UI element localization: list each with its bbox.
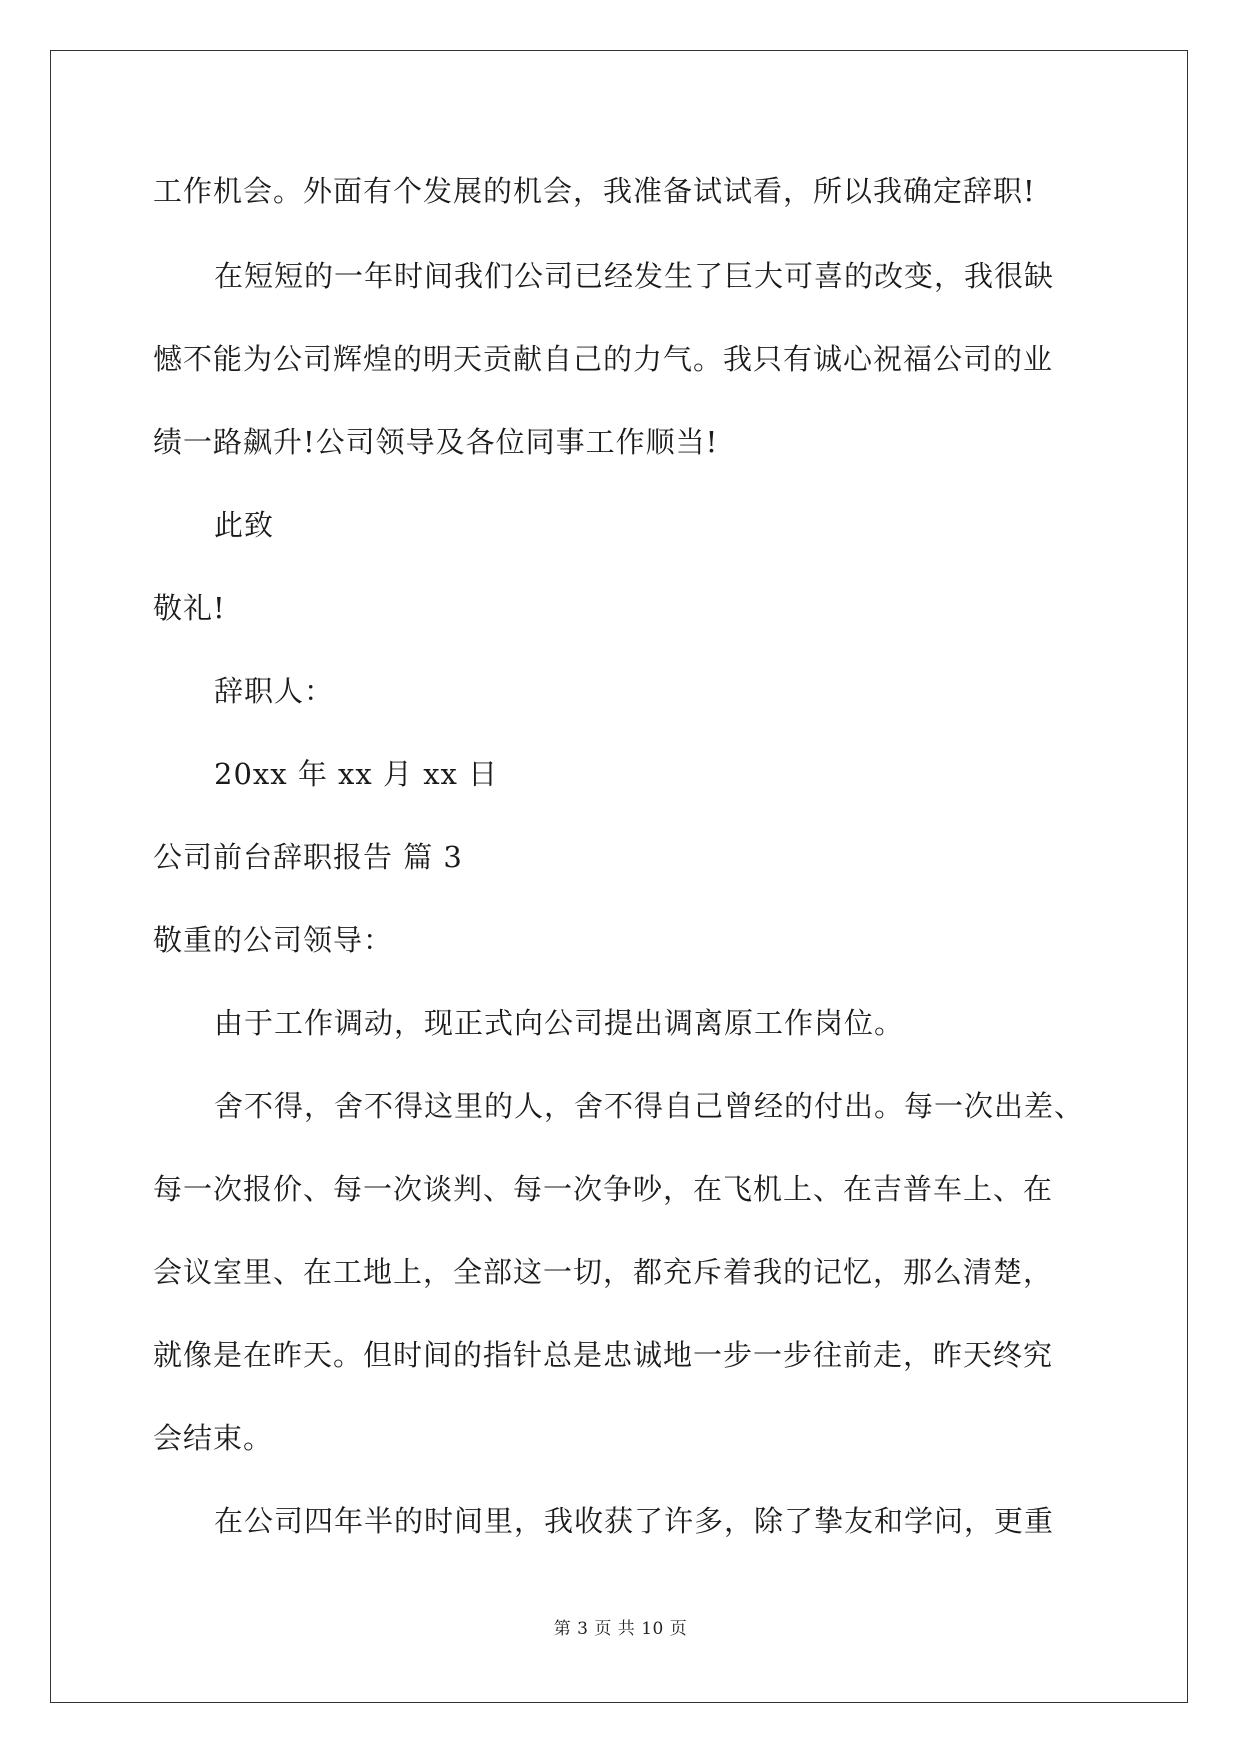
closing-phrase: 此致 (214, 508, 275, 542)
page-number-footer: 第 3 页 共 10 页 (553, 1619, 688, 1639)
greeting: 敬重的公司领导： (153, 923, 394, 957)
text-line: 工作机会。外面有个发展的机会，我准备试试看，所以我确定辞职! (153, 174, 1036, 208)
text-line: 舍不得，舍不得这里的人，舍不得自己曾经的付出。每一次出差、 (214, 1089, 1085, 1123)
text-line: 会结束。 (153, 1421, 274, 1455)
signature-label: 辞职人： (214, 674, 335, 708)
text-line: 憾不能为公司辉煌的明天贡献自己的力气。我只有诚心祝福公司的业 (153, 342, 1054, 376)
text-line: 由于工作调动，现正式向公司提出调离原工作岗位。 (214, 1006, 905, 1040)
text-line: 在短短的一年时间我们公司已经发生了巨大可喜的改变，我很缺 (214, 259, 1055, 293)
text-line: 会议室里、在工地上，全部这一切，都充斥着我的记忆，那么清楚， (153, 1255, 1054, 1289)
salutation: 敬礼! (153, 591, 226, 625)
text-line: 在公司四年半的时间里，我收获了许多，除了挚友和学问，更重 (214, 1504, 1055, 1538)
text-line: 每一次报价、每一次谈判、每一次争吵，在飞机上、在吉普车上、在 (153, 1172, 1054, 1206)
date-line: 20xx 年 xx 月 xx 日 (214, 757, 499, 791)
text-line: 绩一路飙升!公司领导及各位同事工作顺当! (153, 425, 719, 459)
section-heading: 公司前台辞职报告 篇 3 (153, 840, 463, 874)
text-line: 就像是在昨天。但时间的指针总是忠诚地一步一步往前走，昨天终究 (153, 1338, 1054, 1372)
